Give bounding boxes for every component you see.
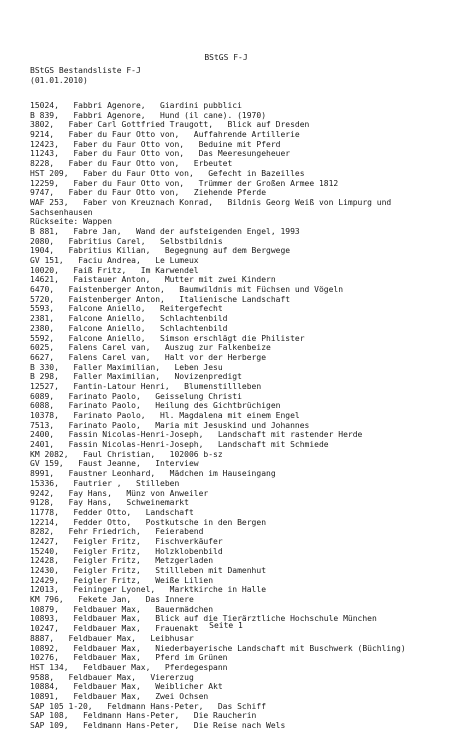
list-item: 10020, Faiß Fritz, Im Karwendel <box>30 265 199 275</box>
list-item: KM 796, Fekete Jan, Das Innere <box>30 595 194 605</box>
list-item: SAP 108, Feldmann Hans-Peter, Die Raucherin <box>30 711 257 721</box>
list-item: 8887, Feldbauer Max, Leibhusar <box>30 633 194 643</box>
list-item: 2400, Fassin Nicolas-Henri-Joseph, Landschaft mit rastender Herde <box>30 430 363 440</box>
page-footer: Seite 1 <box>209 621 243 630</box>
list-item: 6088, Farinato Paolo, Heilung des Gichtbrüchigen <box>30 401 281 411</box>
list-item: 15336, Fautrier , Stilleben <box>30 478 180 488</box>
list-item: 8282, Fehr Friedrich, Feierabend <box>30 527 204 537</box>
list-item: 8228, Faber du Faur Otto von, Erbeutet <box>30 159 233 169</box>
list-item: 6089, Farinato Paolo, Geisselung Christi <box>30 391 242 401</box>
list-item: GV 159, Faust Jeanne, Interview <box>30 459 199 469</box>
list-item: 6627, Falens Carel van, Halt vor der Herberge <box>30 352 267 362</box>
list-item: 6470, Faistenberger Anton, Baumwildnis mit Füchsen und Vögeln <box>30 285 344 295</box>
list-item: SAP 105 1-20, Feldmann Hans-Peter, Das Schiff <box>30 701 267 711</box>
list-item: 6025, Falens Carel van, Auszug zur Falkenbeize <box>30 343 271 353</box>
list-item: 10378, Farinato Paolo, Hl. Magdalena mit einem Engel <box>30 411 300 420</box>
list-item: B 839, Fabbri Agenore, Hund (il cane). (1970) <box>30 110 267 120</box>
document-date: (01.01.2010) <box>30 75 88 85</box>
list-item: 2080, Fabritius Carel, Selbstbildnis <box>30 236 223 246</box>
list-item: 5720, Faistenberger Anton, Italienische Landschaft <box>30 294 291 304</box>
list-item: B 330, Faller Maximilian, Leben Jesu <box>30 362 223 372</box>
list-item: GV 151, Faciu Andrea, Le Lumeux <box>30 256 199 265</box>
list-item: 2401, Fassin Nicolas-Henri-Joseph, Landschaft mit Schmiede <box>30 440 329 450</box>
list-item: HST 134, Feldbauer Max, Pferdegespann <box>30 662 228 672</box>
list-item: WAF 253, Faber von Kreuznach Konrad, Bildnis Georg Weiß von Limpurg und <box>30 197 392 207</box>
list-item: 12430, Feigler Fritz, Stillleben mit Damenhut <box>30 566 267 575</box>
list-item: 14621, Faistauer Anton, Mutter mit zwei Kindern <box>30 275 276 285</box>
list-item: 5592, Falcone Aniello, Simson erschlägt die Philister <box>30 333 305 343</box>
list-item: 12427, Feigler Fritz, Fischverkäufer <box>30 536 223 546</box>
list-item: 12214, Fedder Otto, Postkutsche in den Bergen <box>30 517 267 527</box>
inventory-list <box>30 101 450 731</box>
list-item: 10879, Feldbauer Max, Bauermädchen <box>30 604 214 614</box>
list-item: Sachsenhausen <box>30 207 93 217</box>
list-item: 9588, Feldbauer Max, Viererzug <box>30 672 194 682</box>
list-item: B 298, Faller Maximilian, Novizenpredigt <box>30 372 242 382</box>
list-item: 12429, Feigler Fritz, Weiße Lilien <box>30 575 214 585</box>
list-item: 12013, Feininger Lyonel, Marktkirche in Halle <box>30 585 267 595</box>
list-item: 1904, Fabritius Kilian, Begegnung auf dem Bergwege <box>30 246 291 256</box>
list-item: 15024, Fabbri Agenore, Giardini pubblici <box>30 101 242 110</box>
list-item: 12527, Fantin-Latour Henri, Blumenstillleben <box>30 381 262 391</box>
list-item: 8991, Faustner Leonhard, Mädchen im Hauseingang <box>30 469 276 479</box>
list-item: 10884, Feldbauer Max, Weiblicher Akt <box>30 682 223 692</box>
list-item: 10891, Feldbauer Max, Zwei Ochsen <box>30 691 209 701</box>
list-item: 2380, Falcone Aniello, Schlachtenbild <box>30 323 228 333</box>
list-item: KM 2082, Faul Christian, 102006 b-sz <box>30 449 223 459</box>
list-item: HST 209, Faber du Faur Otto von, Gefecht in Bazeilles <box>30 168 305 178</box>
list-item: 11778, Fedder Otto, Landschaft <box>30 507 194 517</box>
document-title: BStGS Bestandsliste F-J <box>30 66 141 75</box>
list-item: Rückseite: Wappen <box>30 217 112 227</box>
list-item: 7513, Farinato Paolo, Maria mit Jesuskind und Johannes <box>30 420 310 430</box>
page-header: BStGS F-J <box>204 53 248 62</box>
list-item: 5593, Falcone Aniello, Reitergefecht <box>30 304 223 314</box>
list-item: 12423, Faber du Faur Otto von, Beduine mit Pferd <box>30 139 281 149</box>
list-item: B 881, Fabre Jan, Wand der aufsteigenden Engel, 1993 <box>30 226 300 236</box>
list-item: 3802, Faber Carl Gottfried Traugott, Blick auf Dresden <box>30 120 310 130</box>
document-meta <box>30 66 141 85</box>
list-item: 9747, Faber du Faur Otto von, Ziehende Pferde <box>30 188 267 198</box>
list-item: 10893, Feldbauer Max, Blick auf die Tierärztliche Hochschule München <box>30 614 377 624</box>
list-item: SAP 109, Feldmann Hans-Peter, Die Reise nach Wels <box>30 721 286 730</box>
list-item: 9242, Fay Hans, Münz von Anweiler <box>30 488 209 498</box>
list-item: 10892, Feldbauer Max, Niederbayerische Landschaft mit Buschwerk (Büchling) <box>30 643 406 653</box>
list-item: 9214, Faber du Faur Otto von, Auffahrende Artillerie <box>30 130 300 140</box>
list-item: 12428, Feigler Fritz, Metzgerladen <box>30 556 214 566</box>
list-item: 10247, Feldbauer Max, Frauenakt <box>30 624 199 634</box>
list-item: 9128, Fay Hans, Schweinemarkt <box>30 498 189 508</box>
list-item: 12259, Faber du Faur Otto von, Trümmer der Großen Armee 1812 <box>30 178 339 188</box>
list-item: 11243, Faber du Faur Otto von, Das Meeresungeheuer <box>30 149 291 159</box>
list-item: 2381, Falcone Aniello, Schlachtenbild <box>30 314 228 324</box>
list-item: 10276, Feldbauer Max, Pferd im Grünen <box>30 653 228 663</box>
list-item: 15240, Feigler Fritz, Holzklobenbild <box>30 546 223 556</box>
